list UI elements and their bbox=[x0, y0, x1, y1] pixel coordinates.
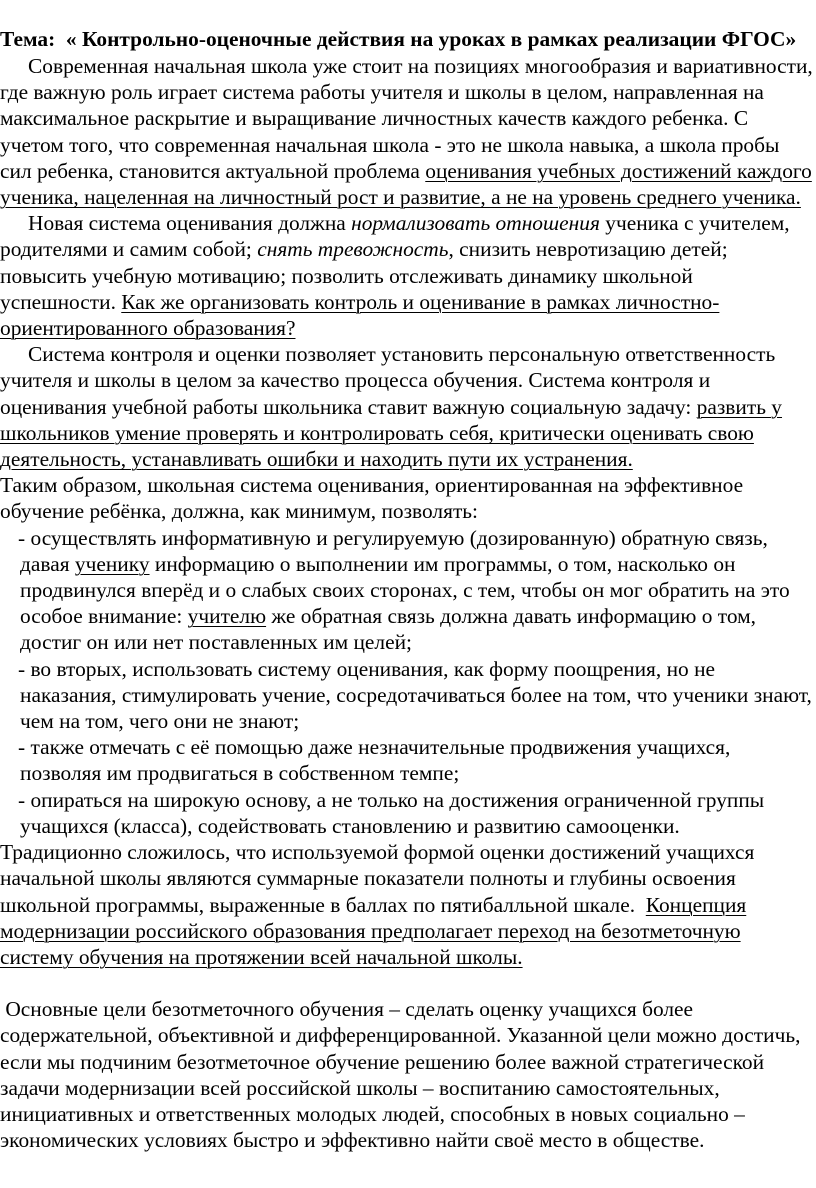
paragraph-text: Традиционно сложилось, что используемой формой оценки достижений учащихся начальной школы являются суммарные показатели полноты и глубины освоения школьной программы, выраженные в баллах по пятибалльной шкале. bbox=[0, 840, 755, 917]
underlined-question: Как же организовать контроль и оценивание в рамках личностно-ориентированного образования? bbox=[0, 289, 720, 341]
underlined-word: ученику bbox=[74, 551, 150, 576]
paragraph-intro bbox=[0, 53, 813, 210]
paragraph-control-system bbox=[0, 341, 813, 472]
underlined-text: Концепция модернизации российского образования предполагает переход на безотметочную систему обучения на протяжении всей начальной школы. bbox=[0, 892, 747, 969]
list-item: - опираться на широкую основу, а не только на достижения ограниченной группы учащихся (класса), содействовать становлению и развитию самооценки. bbox=[18, 787, 765, 838]
underlined-text: оценивания учебных достижений каждого ученика, нацеленная на личностный рост и развитие, а не на уровень среднего ученика. bbox=[0, 158, 812, 210]
blank-line bbox=[0, 970, 813, 996]
document-body bbox=[0, 27, 813, 1153]
list-item-text: же обратная связь должна давать информацию о том, достиг он или нет поставленных им целей; bbox=[20, 604, 756, 655]
paragraph-text: Система контроля и оценки позволяет установить персональную ответственность учителя и школы в целом за качество процесса обучения. Система контроля и оценивания учебной работы школьника ставит важную социальную задачу: bbox=[0, 342, 776, 419]
paragraph-traditional bbox=[0, 839, 813, 970]
list-item-text: - осуществлять информативную и регулируемую (дозированную) обратную связь, давая bbox=[18, 525, 768, 576]
title-label: Тема: bbox=[0, 27, 56, 51]
paragraph-summary: Таким образом, школьная система оценивания, ориентированная на эффективное обучение ребёнка, должна, как минимум, позволять: bbox=[0, 473, 744, 524]
requirements-list bbox=[0, 525, 813, 839]
list-item bbox=[0, 525, 813, 656]
page-title bbox=[0, 27, 813, 52]
paragraph-text: Новая система оценивания должна bbox=[28, 211, 352, 236]
paragraph-text: ученика с учителем, родителями и самим собой; bbox=[0, 211, 790, 262]
italic-text: нормализовать отношения bbox=[351, 211, 600, 236]
list-item: - во вторых, использовать систему оценивания, как форму поощрения, но не наказания, стимулировать учение, сосредотачиваться более на том, что ученики знают, чем на том, чего они не знают; bbox=[18, 656, 812, 734]
list-item-text: информацию о выполнении им программы, о том, насколько он продвинулся вперёд и о слабых своих сторонах, с тем, чтобы он мог обратить на это особое внимание: bbox=[20, 551, 790, 629]
paragraph-goals: Основные цели безотметочного обучения – сделать оценку учащихся более содержательной, объективной и дифференцированной. Указанной цели можно достичь, если мы подчиним безотметочное обучение решению более важной стратегической задачи модернизации всей российской школы – воспитанию самостоятельных, инициативных и ответственных молодых людей, способных в новых социально – экономических условиях быстро и эффективно найти своё место в обществе. bbox=[0, 997, 801, 1153]
paragraph-text: Современная начальная школа уже стоит на позициях многообразия и вариативности, где важную роль играет система работы учителя и школы в целом, направленная на максимальное раскрытие и выращивание личностных качеств каждого ребенка. С учетом того, что современная начальная школа - это не школа навыка, а школа пробы сил ребенка, становится актуальной проблема bbox=[0, 54, 813, 183]
underlined-word: учителю bbox=[187, 604, 267, 629]
list-item: - также отмечать с её помощью даже незначительные продвижения учащихся, позволяя им продвигаться в собственном темпе; bbox=[18, 735, 731, 786]
paragraph-text: , снизить невротизацию детей; повысить учебную мотивацию; позволить отслеживать динамику школьной успешности. bbox=[0, 237, 728, 314]
italic-text: снять тревожность bbox=[257, 237, 449, 262]
paragraph-new-system bbox=[0, 210, 813, 341]
underlined-text: развить у школьников умение проверять и контролировать себя, критически оценивать свою деятельность, устанавливать ошибки и находить пути их устранения. bbox=[0, 394, 783, 472]
title-text: « Контрольно-оценочные действия на уроках в рамках реализации ФГОС» bbox=[55, 27, 797, 51]
